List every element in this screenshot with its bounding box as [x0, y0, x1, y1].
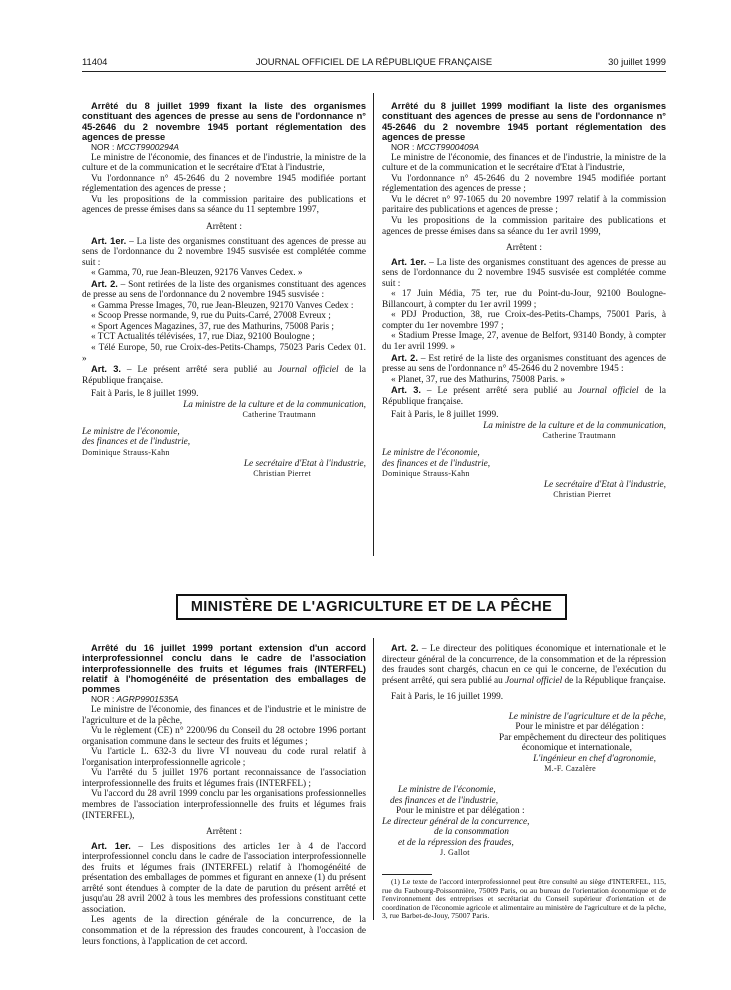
- signatory-title: Le ministre de l'économie,: [382, 447, 480, 458]
- signatory-title: Le secrétaire d'Etat à l'industrie,: [243, 458, 366, 469]
- visa-paragraph: Vu le règlement (CE) n° 2200/96 du Conseil du 28 octobre 1996 portant organisation commune dans le secteur des fruits et légumes ;: [82, 726, 366, 747]
- signatory-title: Le ministre de l'agriculture et de la pêche,: [508, 711, 666, 722]
- signature-date: Fait à Paris, le 16 juillet 1999.: [391, 692, 504, 703]
- footnote-rule: [382, 874, 432, 875]
- nor-reference: NOR : MCCT9900409A: [391, 142, 479, 153]
- visa-paragraph: Vu l'arrêté du 5 juillet 1976 portant reconnaissance de l'association interprofessionnelle des fruits et légumes frais (INTERFEL) ;: [82, 768, 366, 789]
- signatory-name: Christian Pierret: [253, 469, 311, 479]
- signatory-title: Le ministre de l'économie,: [398, 785, 496, 796]
- list-item: « Télé Europe, 50, rue Croix-des-Petits-Champs, 75023 Paris Cedex 01. »: [82, 343, 366, 364]
- signatory-name: Catherine Trautmann: [542, 431, 616, 441]
- article-3: Art. 3. – Le présent arrêté sera publié au Journal officiel de la République française.: [82, 364, 366, 386]
- signatory-name: Christian Pierret: [553, 490, 611, 500]
- visa-paragraph: Le ministre de l'économie, des finances et de l'industrie, la ministre de la culture et de la communication et le secrétaire d'Etat à l'industrie,: [82, 152, 366, 174]
- delegation-line: Pour le ministre et par délégation :: [515, 722, 644, 733]
- signatory-title: La ministre de la culture et de la communication,: [483, 420, 666, 431]
- running-header: [82, 56, 666, 70]
- list-item: « Scoop Presse normande, 9, rue du Puits-Carré, 27008 Evreux ;: [91, 311, 331, 322]
- ministry-banner: MINISTÈRE DE L'AGRICULTURE ET DE LA PÊCHE: [176, 594, 567, 620]
- list-item: « Gamma, 70, rue Jean-Bleuzen, 92176 Vanves Cedex. »: [91, 268, 303, 279]
- article-2: Art. 2. – Le directeur des politiques économique et internationale et le directeur général de la concurrence, de la consommation et de la répression des fraudes sont chargés, chacun en ce qui le concerne, de l'exécution du présent arrêté, qui sera publié au Journal officiel de la République française.: [382, 643, 667, 686]
- visa-paragraph: Vu les propositions de la commission paritaire des publications et agences de presse émises dans sa séance du 1er avril 1999,: [382, 216, 666, 237]
- column-divider-top: [373, 93, 374, 556]
- visa-paragraph: Vu le décret n° 97-1065 du 20 novembre 1997 relatif à la commission paritaire des publications et agences de presse ;: [382, 194, 666, 216]
- visa-paragraph: Vu l'ordonnance n° 45-2646 du 2 novembre 1945 modifiée portant réglementation des agences de presse ;: [82, 173, 366, 195]
- visa-paragraph: Vu l'article L. 632-3 du livre VI nouveau du code rural relatif à l'organisation interprofessionnelle agricole ;: [82, 747, 366, 768]
- header-rule: [82, 71, 666, 72]
- issue-date: 30 juillet 1999: [608, 56, 666, 67]
- list-item: « Planet, 37, rue des Mathurins, 75008 Paris. »: [391, 374, 566, 385]
- list-item: « TCT Actualités télévisées, 17, rue Diaz, 92100 Boulogne ;: [91, 332, 315, 343]
- decree-agriculture-left: [82, 643, 366, 947]
- list-item: « PDJ Production, 38, rue Croix-des-Petits-Champs, 75001 Paris, à compter du 1er novembre 1997 ;: [382, 310, 666, 331]
- nor-reference: NOR : AGRP9901535A: [91, 694, 179, 705]
- arretent-heading: Arrêtent :: [206, 222, 242, 233]
- signature-block-agriculture: [382, 712, 666, 775]
- footnote-text: (1) Le texte de l'accord interprofessionnel peut être consulté au siège d'INTERFEL, 115, rue du Faubourg-Poissonnière, 75009 Paris, ou au bureau de l'orientation économique et de l'environnement des entreprises et secrétariat du Conseil supérieur d'orientation et de coordination de l'économie agricole et alimentaire au ministère de l'agriculture et de la pêche, 3, rue Barbet-de-Jouy, 75007 Paris.: [382, 877, 667, 921]
- signatory-name: Dominique Strauss-Kahn: [82, 447, 170, 457]
- signatory-name: M.-F. Cazalère: [544, 764, 596, 774]
- visa-paragraph: Le ministre de l'économie, des finances et de l'industrie et le ministre de l'agriculture et de la pêche,: [82, 705, 366, 726]
- article-3: Art. 3. – Le présent arrêté sera publié au Journal officiel de la République française.: [382, 385, 666, 407]
- article-1-paragraph-2: Les agents de la direction générale de la concurrence, de la consommation et de la répression des fraudes concourent, à l'occasion de leurs fonctions, à l'application de cet accord.: [82, 915, 366, 947]
- signature-block-economy: [382, 785, 666, 859]
- signatory-name: Catherine Trautmann: [242, 410, 316, 420]
- list-item: « 17 Juin Média, 75 ter, rue du Point-du-Jour, 92100 Boulogne-Billancourt, à compter du 1er avril 1999 ;: [382, 289, 666, 310]
- signatory-title: L'ingénieur en chef d'agronomie,: [533, 753, 656, 764]
- decree-title: Arrêté du 8 juillet 1999 modifiant la liste des organismes constituant des agences de presse au sens de l'ordonnance n° 45-2646 du 2 novembre 1945 portant réglementation des agences de presse: [382, 101, 666, 142]
- signatory-name: Dominique Strauss-Kahn: [382, 469, 470, 479]
- article-1: Art. 1er. – La liste des organismes constituant des agences de presse au sens de l'ordonnance du 2 novembre 1945 susvisée est complétée comme suit :: [82, 235, 366, 268]
- signatory-title: des finances et de l'industrie,: [382, 458, 491, 469]
- decree-title: Arrêté du 16 juillet 1999 portant extension d'un accord interprofessionnel conclu dans le cadre de l'association interprofessionnelle des fruits et légumes frais (INTERFEL) relatif à l'homogénéité de présentation des emballages de pommes: [82, 643, 366, 695]
- signatory-title: Le directeur général de la concurrence,: [382, 816, 530, 827]
- decree-right: [382, 101, 666, 501]
- page-number: 11404: [82, 56, 108, 67]
- decree-agriculture-right: [382, 643, 666, 859]
- signatory-title: et de la répression des fraudes,: [398, 837, 514, 848]
- signatory-title: La ministre de la culture et de la communication,: [183, 399, 366, 410]
- visa-paragraph: Vu l'ordonnance n° 45-2646 du 2 novembre 1945 modifiée portant réglementation des agences de presse ;: [382, 173, 666, 195]
- visa-paragraph: Vu l'accord du 28 avril 1999 conclu par les organisations professionnelles membres de l'association interprofessionnelle des fruits et légumes frais (INTERFEL),: [82, 789, 366, 821]
- journal-title: JOURNAL OFFICIEL DE LA RÉPUBLIQUE FRANÇAISE: [255, 56, 493, 67]
- delegation-line: économique et internationale,: [521, 743, 632, 754]
- arretent-heading: Arrêtent :: [206, 827, 242, 838]
- article-1: Art. 1er. – La liste des organismes constituant des agences de presse au sens de l'ordonnance du 2 novembre 1945 susvisée est complétée comme suit :: [382, 256, 666, 289]
- signatory-title: Le ministre de l'économie,: [82, 426, 180, 437]
- list-item: « Gamma Presse Images, 70, rue Jean-Bleuzen, 92170 Vanves Cedex :: [91, 300, 354, 311]
- arretent-heading: Arrêtent :: [506, 243, 542, 254]
- signatory-title: des finances et de l'industrie,: [390, 795, 499, 806]
- footnote: [382, 878, 666, 921]
- delegation-line: Pour le ministre et par délégation :: [396, 806, 525, 817]
- signature-date: Fait à Paris, le 8 juillet 1999.: [91, 389, 199, 400]
- column-divider-bottom: [373, 638, 374, 920]
- signatory-name: J. Gallot: [440, 848, 470, 858]
- list-item: « Stadium Presse Image, 27, avenue de Belfort, 93140 Bondy, à compter du 1er avril 1999. »: [382, 331, 666, 353]
- article-2: Art. 2. – Sont retirées de la liste des organismes constituant des agences de presse au sens de l'ordonnance du 2 novembre 1945 susvisée :: [82, 278, 366, 301]
- decree-title: Arrêté du 8 juillet 1999 fixant la liste des organismes constituant des agences de presse au sens de l'ordonnance n° 45-2646 du 2 novembre 1945 portant réglementation des agences de presse: [82, 101, 366, 142]
- delegation-line: Par empêchement du directeur des politiques: [498, 732, 666, 743]
- signatory-title: Le secrétaire d'Etat à l'industrie,: [543, 479, 666, 490]
- signatory-title: de la consommation: [434, 827, 509, 838]
- visa-paragraph: Vu les propositions de la commission paritaire des publications et agences de presse émises dans sa séance du 11 septembre 1997,: [82, 194, 366, 216]
- list-item: « Sport Agences Magazines, 37, rue des Mathurins, 75008 Paris ;: [91, 321, 334, 332]
- visa-paragraph: Le ministre de l'économie, des finances et de l'industrie, la ministre de la culture et de la communication et le secrétaire d'Etat à l'industrie,: [382, 152, 666, 174]
- decree-left: [82, 101, 366, 480]
- signature-date: Fait à Paris, le 8 juillet 1999.: [391, 410, 499, 421]
- article-1: Art. 1er. – Les dispositions des articles 1er à 4 de l'accord interprofessionnel conclu dans le cadre de l'association interprofessionnelle des fruits et légumes frais (INTERFEL) relatif à l'homogénéité de présentation des emballages de pommes et figurant en annexe (1) du présent arrêté sont étendues à compter de la date de parution du présent arrêté et jusqu'au 28 avril 2002 à tous les membres des professions constituant cette association.: [82, 840, 367, 915]
- nor-reference: NOR : MCCT9900294A: [91, 142, 179, 153]
- article-2: Art. 2. – Est retiré de la liste des organismes constituant des agences de presse au sens de l'ordonnance n° 45-2646 du 2 novembre 1945 :: [382, 352, 666, 375]
- signatory-title: des finances et de l'industrie,: [82, 437, 191, 448]
